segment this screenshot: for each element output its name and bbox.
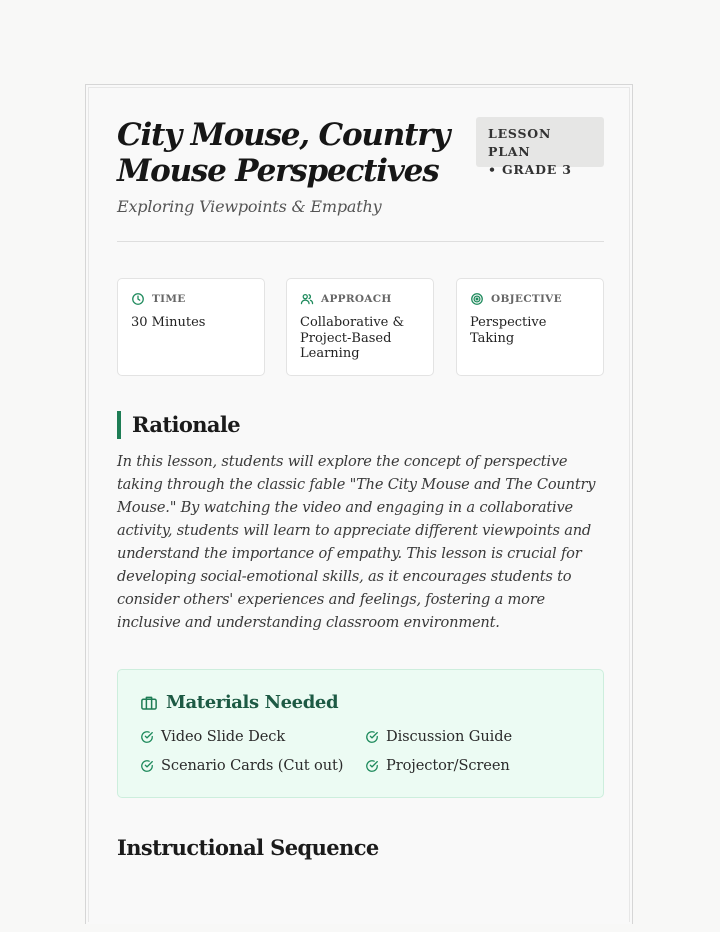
info-card-label: TIME bbox=[152, 293, 186, 305]
materials-item bbox=[365, 728, 512, 745]
check-circle-icon bbox=[140, 730, 154, 744]
header-divider bbox=[117, 241, 604, 242]
clock-icon bbox=[131, 292, 145, 306]
info-card-label: OBJECTIVE bbox=[491, 293, 562, 305]
info-card-approach bbox=[286, 278, 434, 376]
rationale-body: In this lesson, students will explore the concept of perspective taking through the classic fable "The City Mouse and The Country Mouse." By watching the video and engaging in a collaborative activity, students will learn to appreciate different viewpoints and understand the importance of empathy. This lesson is crucial for developing social-emotional skills, as it encourages students to consider others' experiences and feelings, fostering a more inclusive and understanding classroom environment. bbox=[117, 453, 596, 631]
info-card-objective-header bbox=[470, 292, 590, 306]
materials-item-label: Scenario Cards (Cut out) bbox=[161, 757, 344, 774]
check-circle-icon bbox=[140, 759, 154, 773]
materials-item-label: Projector/Screen bbox=[386, 757, 510, 774]
info-card-time-header bbox=[131, 292, 251, 306]
grade-badge bbox=[476, 117, 604, 177]
info-card-value: 30 Minutes bbox=[131, 315, 206, 330]
info-card-approach-header bbox=[300, 292, 420, 306]
info-card-time bbox=[117, 278, 265, 376]
info-cards bbox=[117, 278, 604, 376]
info-card-label: APPROACH bbox=[321, 293, 392, 305]
info-card-objective bbox=[456, 278, 604, 376]
info-card-value: Perspective Taking bbox=[470, 315, 547, 346]
materials-heading: Materials Needed bbox=[166, 692, 339, 713]
rationale-heading: Rationale bbox=[117, 411, 240, 439]
page-subtitle: Exploring Viewpoints & Empathy bbox=[117, 197, 382, 216]
briefcase-icon bbox=[140, 694, 158, 712]
materials-item-label: Discussion Guide bbox=[386, 728, 513, 745]
info-card-value: Collaborative & Project-Based Learning bbox=[300, 315, 405, 361]
lesson-plan-page bbox=[85, 84, 633, 924]
materials-box bbox=[117, 669, 604, 798]
users-icon bbox=[300, 292, 314, 306]
check-circle-icon bbox=[365, 759, 379, 773]
materials-item-label: Video Slide Deck bbox=[161, 728, 286, 745]
badge-line-2: • GRADE 3 bbox=[488, 162, 572, 177]
badge-line-1: LESSON PLAN bbox=[488, 126, 552, 159]
check-circle-icon bbox=[365, 730, 379, 744]
instructional-sequence-heading: Instructional Sequence bbox=[117, 835, 379, 860]
target-icon bbox=[470, 292, 484, 306]
page-title: City Mouse, Country Mouse Perspectives bbox=[117, 117, 450, 189]
materials-item bbox=[140, 757, 343, 774]
materials-item bbox=[140, 728, 285, 745]
materials-item bbox=[365, 757, 510, 774]
materials-header bbox=[140, 692, 338, 713]
